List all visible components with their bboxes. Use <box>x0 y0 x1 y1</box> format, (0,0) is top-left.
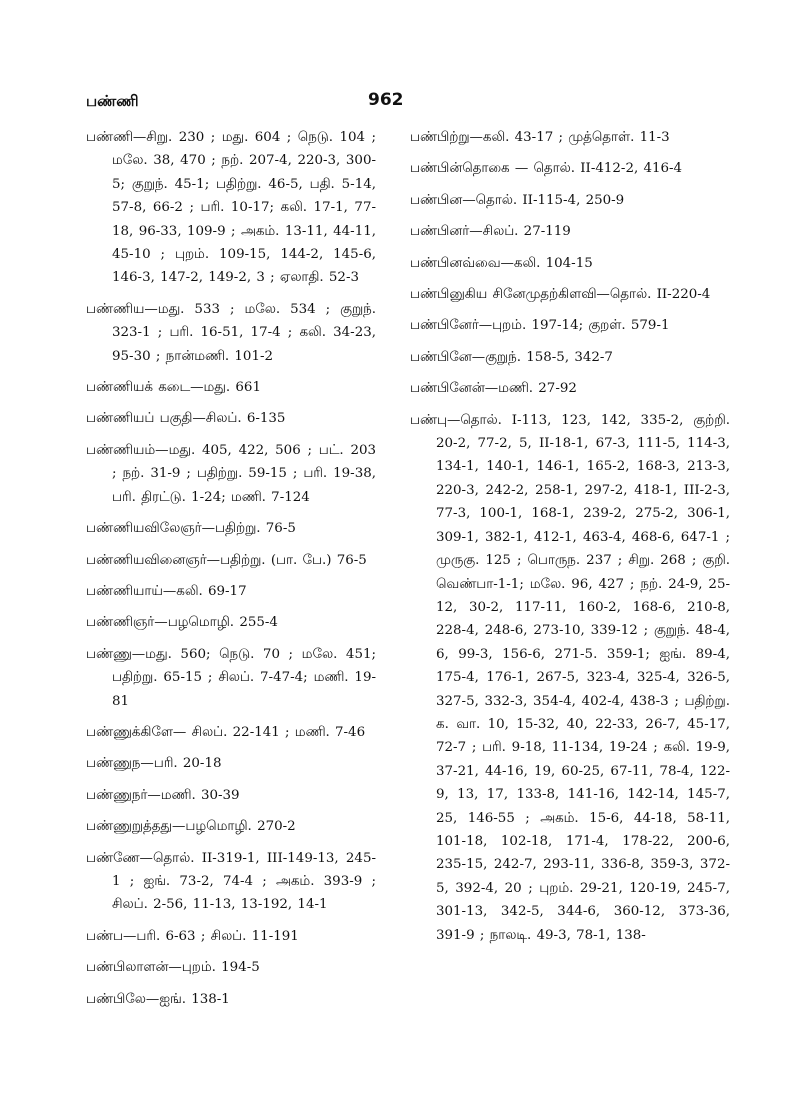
index-entry: பண்ணுநர்—மணி. 30-39 <box>86 787 240 803</box>
index-entry: பண்ணே—தொல். II-319-1, III-149-13, 245-1 ; ஐங். 73-2, 74-4 ; அகம். 393-9 ; சிலப். 2-56, 11-13, 13-192, 14-1 <box>86 850 376 913</box>
index-entry: பண்பினவ்வை—கலி. 104-15 <box>410 255 593 271</box>
index-entry: பண்ணியாய்—கலி. 69-17 <box>86 583 247 599</box>
index-entry: பண்பின்தொகை — தொல். II-412-2, 416-4 <box>410 161 683 177</box>
index-entry: பண்ணியவினைஞர்—பதிற்று. (பா. பே.) 76-5 <box>86 552 367 568</box>
index-entry: பண்பினர்—சிலப். 27-119 <box>410 224 571 240</box>
running-head: பண்ணி <box>86 92 139 110</box>
index-entry: பண்ணியப் பகுதி—சிலப். 6-135 <box>86 411 286 427</box>
left-column <box>86 126 376 1019</box>
index-entry: பண்பினேர்—புறம். 197-14; குறள். 579-1 <box>410 318 670 334</box>
page-number: 962 <box>368 90 404 110</box>
index-entry: பண்ணிஞர்—பழமொழி. 255-4 <box>86 615 278 631</box>
index-entry: பண்ணுக்கிளே— சிலப். 22-141 ; மணி. 7-46 <box>86 724 366 740</box>
index-entry: பண்ணியம்—மது. 405, 422, 506 ; பட். 203 ; நற். 31-9 ; பதிற்று. 59-15 ; பரி. 19-38, பரி. திரட்டு. 1-24; மணி. 7-124 <box>86 442 376 505</box>
index-entry: பண்பினுகிய சினேமுதற்கிளவி—தொல். II-220-4 <box>410 287 711 303</box>
index-entry: பண்பினே—குறுந். 158-5, 342-7 <box>410 349 613 365</box>
index-entry: பண்பின—தொல். II-115-4, 250-9 <box>410 192 625 208</box>
index-entry: பண்பிலாளன்—புறம். 194-5 <box>86 960 260 976</box>
index-entry: பண்பினேன்—மணி. 27-92 <box>410 381 577 397</box>
index-entry: பண்ணி—சிறு. 230 ; மது. 604 ; நெடு. 104 ; மலே. 38, 470 ; நற். 207-4, 220-3, 300-5; குறுந். 45-1; பதிற்று. 46-5, பதி. 5-14, 57-8, 66-2 ; பரி. 10-17; கலி. 17-1, 77-18, 96-33, 109-9 ; அகம். 13-11, 44-11, 45-10 ; புறம். 109-15, 144-2, 145-6, 146-3, 147-2, 149-2, 3 ; ஏலாதி. 52-3 <box>86 130 376 286</box>
index-entry: பண்பு—தொல். I-113, 123, 142, 335-2, குற்றி. 20-2, 77-2, 5, II-18-1, 67-3, 111-5, 114-3, 134-1, 140-1, 146-1, 165-2, 168-3, 213-3, 220-3, 242-2, 258-1, 297-2, 418-1, III-2-3, 77-3, 100-1, 168-1, 239-2, 275-2, 306-1, 309-1, 382-1, 412-1, 463-4, 468-6, 647-1 ; முருகு. 125 ; பொருந. 237 ; சிறு. 268 ; குறி. வெண்பா-1-1; மலே. 96, 427 ; நற். 24-9, 25-12, 30-2, 117-11, 160-2, 168-6, 210-8, 228-4, 248-6, 273-10, 339-12 ; குறுந். 48-4, 6, 99-3, 156-6, 271-5. 359-1; ஐங். 89-4, 175-4, 176-1, 267-5, 323-4, 325-4, 326-5, 327-5, 332-3, 354-4, 402-4, 438-3 ; பதிற்று. க. வா. 10, 15-32, 40, 22-33, 26-7, 45-17, 72-7 ; பரி. 9-18, 11-134, 19-24 ; கலி. 19-9, 37-21, 44-16, 19, 60-25, 67-11, 78-4, 122-9, 13, 17, 133-8, 141-16, 142-14, 145-7, 25, 146-55 ; அகம். 15-6, 44-18, 58-11, 101-18, 102-18, 171-4, 178-22, 200-6, 235-15, 242-7, 293-11, 336-8, 359-3, 372-5, 392-4, 20 ; புறம். 29-21, 120-19, 245-7, 301-13, 342-5, 344-6, 360-12, 373-36, 391-9 ; நாலடி. 49-3, 78-1, 138- <box>410 412 730 943</box>
index-entry: பண்ணுறுத்தது—பழமொழி. 270-2 <box>86 819 296 835</box>
index-entry: பண்ணியக் கடை—மது. 661 <box>86 380 261 396</box>
right-column <box>410 126 730 955</box>
index-entry: பண்பிற்று—கலி. 43-17 ; முத்தொள். 11-3 <box>410 130 670 145</box>
index-entry: பண்ணு—மது. 560; நெடு. 70 ; மலே. 451; பதிற்று. 65-15 ; சிலப். 7-47-4; மணி. 19-81 <box>86 646 376 709</box>
index-entry: பண்ப—பரி. 6-63 ; சிலப். 11-191 <box>86 928 299 944</box>
index-entry: பண்பிலே—ஐங். 138-1 <box>86 991 230 1007</box>
index-entry: பண்ணிய—மது. 533 ; மலே. 534 ; குறுந். 323-1 ; பரி. 16-51, 17-4 ; கலி. 34-23, 95-30 ; நான்மணி. 101-2 <box>86 301 376 364</box>
index-entry: பண்ணுந—பரி. 20-18 <box>86 756 222 772</box>
index-entry: பண்ணியவிலேஞர்—பதிற்று. 76-5 <box>86 521 296 537</box>
